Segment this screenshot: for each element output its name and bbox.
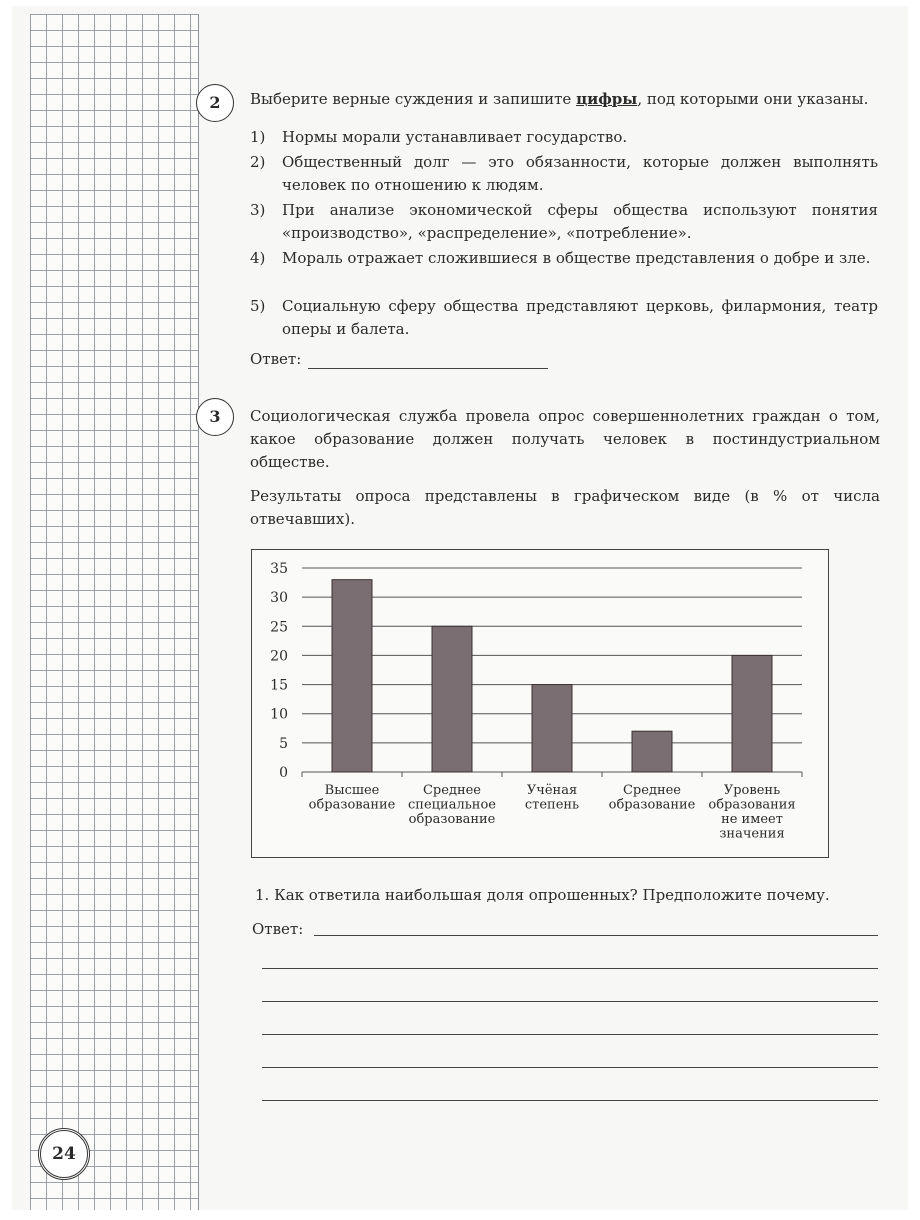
category-label: образования [708,797,796,813]
answer-line-5[interactable] [262,1067,878,1068]
category-label: Среднее [622,783,682,798]
item-text: Общественный долг — это обязанности, которые должен выполнять человек по отношению к людям. [282,153,878,194]
question-2-item-3 [250,199,880,245]
bar [632,731,672,772]
question-2-lead [250,88,880,111]
item-text: При анализе экономической сферы общества используют понятия «производство», «распределение», «потребление». [282,201,878,242]
y-tick-label: 0 [279,765,288,781]
item-number: 2) [250,153,266,171]
bar [532,685,572,772]
category-label: образование [608,797,696,813]
question-2-lead-prefix: Выберите верные суждения и запишите [250,90,577,108]
question-3-answer-label: Ответ: [252,920,304,938]
bar [332,580,372,772]
y-tick-label: 20 [270,648,288,665]
question-2-item-2 [250,151,880,197]
category-label: Высшее [324,783,380,798]
question-2-lead-suffix: , под которыми они указаны. [637,90,869,108]
category-label: не имеет [721,812,783,827]
category-label: значения [719,826,785,842]
item-number: 5) [250,297,266,315]
category-label: специальное [408,797,496,813]
bar [432,626,472,772]
y-tick-label: 10 [270,706,288,723]
question-2-answer-line[interactable] [308,368,548,369]
y-tick-label: 15 [270,677,288,694]
answer-line-4[interactable] [262,1034,878,1035]
answer-line-1[interactable] [314,935,878,936]
item-text: Мораль отражает сложившиеся в обществе представления о добре и зле. [282,249,871,267]
question-2-item-1 [250,126,880,149]
question-3-intro: Социологическая служба провела опрос совершеннолетних граждан о том, какое образование должен получать человек в постиндустриальном обществе. [250,407,880,471]
question-2-lead-bold: цифры [576,90,638,108]
item-number: 1) [250,128,266,146]
chart-svg [252,550,828,857]
question-2-answer-label: Ответ: [250,350,302,368]
y-tick-label: 35 [270,561,288,577]
grid-margin [30,14,199,1210]
category-label: образование [308,797,396,813]
question-3-sub-1: 1. Как ответила наибольшая доля опрошенных? Предположите почему. [255,886,830,904]
bar [732,655,772,772]
item-text: Нормы морали устанавливает государство. [282,128,628,146]
item-number: 4) [250,249,266,267]
category-label: степень [524,797,580,813]
answer-line-2[interactable] [262,968,878,969]
question-2-item-4 [250,247,880,293]
answer-line-3[interactable] [262,1001,878,1002]
page-number: 24 [38,1128,90,1180]
category-label: образование [408,812,496,827]
item-number: 3) [250,201,266,219]
question-3-results-text: Результаты опроса представлены в графическом виде (в % от числа отвечавших). [250,487,880,528]
category-label: Учёная [526,783,578,798]
question-2-number: 2 [196,84,234,122]
answer-line-6[interactable] [262,1100,878,1101]
question-2-item-5 [250,295,880,341]
category-label: Уровень [723,783,781,798]
y-tick-label: 25 [270,619,288,636]
survey-bar-chart [251,549,829,858]
question-3-number: 3 [196,398,234,436]
y-tick-label: 5 [279,735,288,752]
category-label: Среднее [422,783,482,798]
y-tick-label: 30 [270,590,288,607]
item-text: Социальную сферу общества представляют церковь, филармония, театр оперы и балета. [282,297,878,338]
